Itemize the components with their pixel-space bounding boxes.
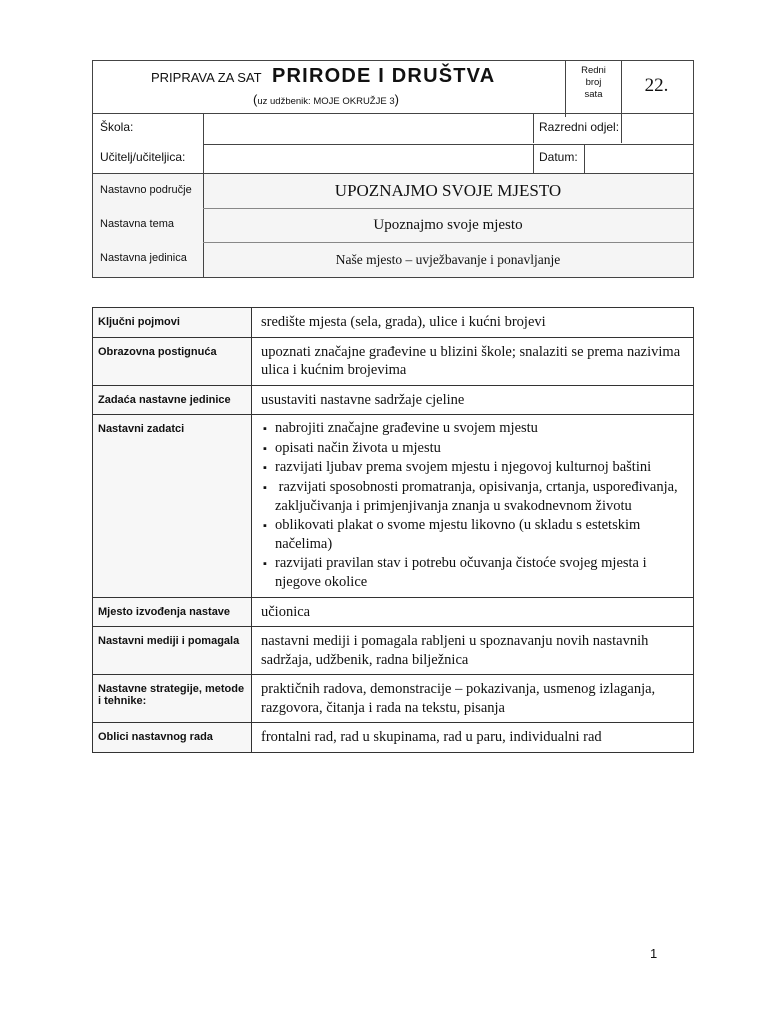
row-value: nastavni mediji i pomagala rabljeni u spoznavanju novih nastavnih sadržaja, udžbenik, radna bilježnica [252, 627, 694, 675]
list-item [261, 554, 685, 592]
paren-open: ( [253, 92, 258, 107]
row-value: usustaviti nastavne sadržaje cjeline [252, 385, 694, 415]
textbook-line [253, 92, 399, 107]
page-number: 1 [650, 946, 658, 961]
row-label: Ključni pojmovi [93, 308, 252, 338]
table-row [93, 415, 694, 598]
theme-value: Upoznajmo svoje mjesto [373, 217, 523, 233]
area-label: Nastavno područje [100, 184, 192, 196]
paren-close: ) [394, 92, 399, 107]
school-info-table [92, 113, 694, 175]
table-row [93, 627, 694, 675]
row-label: Nastavne strategije, metode i tehnike: [93, 675, 252, 723]
divider [533, 144, 534, 174]
table-row [93, 337, 694, 385]
lesson-details-table [92, 307, 694, 753]
row-value: upoznati značajne građevine u blizini škole; snalaziti se prema nazivima ulica i kućnim brojevima [252, 337, 694, 385]
row-value: središte mjesta (sela, grada), ulice i kućni brojevi [252, 308, 694, 338]
row-label: Nastavni mediji i pomagala [93, 627, 252, 675]
subject-title: PRIRODE I DRUŠTVA [272, 65, 496, 87]
bullet: ▪ [263, 462, 267, 474]
bullet: ▪ [263, 481, 267, 494]
row-label: Mjesto izvođenja nastave [93, 597, 252, 627]
bullet: ▪ [263, 519, 267, 532]
date-field[interactable] [586, 146, 691, 172]
school-label: Škola: [100, 120, 134, 134]
lesson-number-label-line: sata [584, 89, 603, 100]
divider [533, 114, 534, 143]
list-item-text: nabrojiti značajne građevine u svojem mjestu [275, 420, 538, 436]
list-item [261, 439, 685, 459]
list-item [261, 516, 685, 554]
header-title-line [151, 65, 495, 88]
unit-label: Nastavna jedinica [100, 252, 187, 264]
row-label: Zadaća nastavne jedinice [93, 385, 252, 415]
lesson-number: 22. [644, 75, 669, 96]
bullet: ▪ [263, 423, 267, 435]
table-row [93, 597, 694, 627]
theme-label: Nastavna tema [100, 218, 174, 230]
divider [203, 144, 693, 145]
list-item-text: razvijati ljubav prema svojem mjestu i njegovoj kulturnoj baštini [275, 459, 652, 475]
list-item-text: razvijati pravilan stav i potrebu očuvanja čistoće svojeg mjesta i njegove okolice [275, 554, 647, 590]
header-prefix: PRIPRAVA ZA SAT [151, 70, 262, 85]
table-row [93, 723, 694, 753]
row-value [252, 415, 694, 598]
topic-table [92, 173, 694, 278]
divider [203, 242, 693, 243]
list-item [261, 458, 685, 478]
textbook-name: uz udžbenik: MOJE OKRUŽJE 3 [257, 96, 395, 107]
list-item-text: oblikovati plakat o svome mjestu likovno (u skladu s estetskim načelima) [275, 516, 641, 552]
divider [203, 208, 693, 209]
header-title-area [93, 61, 565, 113]
row-value: praktičnih radova, demonstracije – pokazivanja, usmenog izlaganja, razgovora, čitanja i rada na tekstu, pisanja [252, 675, 694, 723]
teacher-field[interactable] [205, 146, 531, 172]
class-field[interactable] [623, 116, 691, 142]
bullet: ▪ [263, 442, 267, 455]
task-list [261, 419, 685, 592]
divider [584, 144, 585, 174]
table-row [93, 308, 694, 338]
row-label: Oblici nastavnog rada [93, 723, 252, 753]
bullet: ▪ [263, 557, 267, 570]
list-item-text: razvijati sposobnosti promatranja, opisivanja, crtanja, uspoređivanja, zaključivanja i primjenjivanja znanja u svakodnevnom životu [275, 478, 678, 514]
unit-value: Naše mjesto – uvježbavanje i ponavljanje [335, 252, 561, 267]
date-label: Datum: [539, 150, 578, 164]
area-value: UPOZNAJMO SVOJE MJESTO [334, 181, 562, 200]
teacher-label: Učitelj/učiteljica: [100, 150, 186, 164]
row-label: Nastavni zadatci [93, 415, 252, 598]
lesson-number-label [565, 61, 622, 117]
list-item [261, 419, 685, 439]
row-value: učionica [252, 597, 694, 627]
lesson-plan-header [92, 60, 694, 114]
row-value: frontalni rad, rad u skupinama, rad u paru, individualni rad [252, 723, 694, 753]
school-field[interactable] [205, 116, 531, 142]
lesson-number-label-line: Redni [581, 65, 606, 76]
list-item [261, 478, 685, 516]
lesson-number-label-line: broj [585, 77, 602, 88]
table-row [93, 385, 694, 415]
table-row [93, 675, 694, 723]
row-label: Obrazovna postignuća [93, 337, 252, 385]
list-item-text: opisati način života u mjestu [275, 439, 441, 456]
divider [621, 114, 622, 143]
class-label: Razredni odjel: [539, 120, 620, 134]
